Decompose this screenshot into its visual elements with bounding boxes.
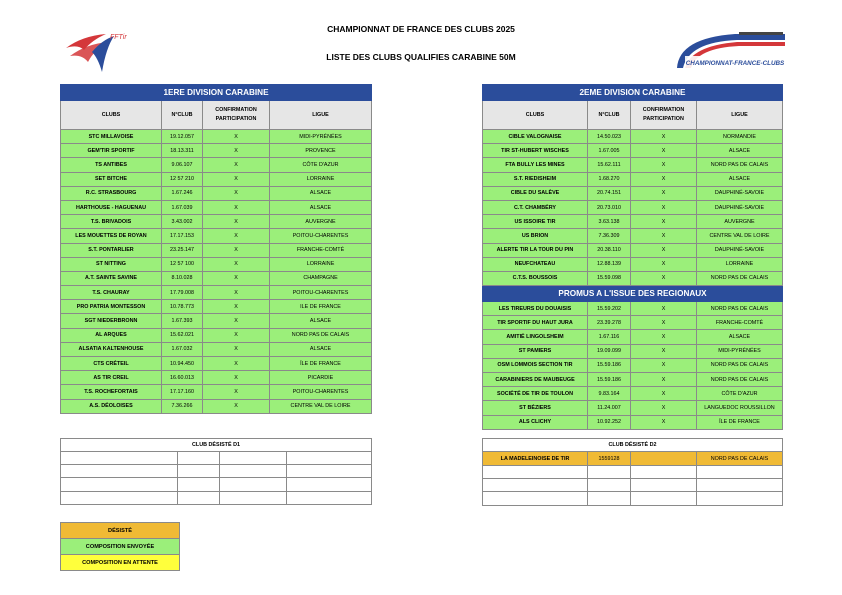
cell-ligue: ALSACE — [270, 342, 372, 356]
empty-row — [61, 452, 372, 465]
table-row — [483, 401, 783, 415]
cell-confirm: X — [631, 257, 697, 271]
cell-ligue: DAUPHINÉ-SAVOIE — [697, 200, 783, 214]
cell-ligue: LORRAINE — [697, 257, 783, 271]
cell-num: 1.68.270 — [588, 172, 631, 186]
empty-cell — [588, 479, 631, 492]
col-num: N°CLUB — [162, 101, 203, 130]
cell-ligue: CÔTE D'AZUR — [270, 158, 372, 172]
cell-num: 17.79.008 — [162, 286, 203, 300]
legend-item: DÉSISTÉ — [61, 523, 180, 539]
table-row — [61, 271, 372, 285]
table-row — [483, 243, 783, 257]
d1-title: 1ERE DIVISION CARABINE — [61, 85, 372, 101]
legend — [60, 522, 180, 571]
cell-confirm: X — [631, 316, 697, 330]
cell-club: US BRION — [483, 229, 588, 243]
page-title: CHAMPIONNAT DE FRANCE DES CLUBS 2025 — [327, 24, 515, 34]
cell-ligue: CENTRE VAL DE LOIRE — [270, 399, 372, 413]
empty-cell — [178, 478, 220, 491]
cell-confirm: X — [631, 415, 697, 429]
cell-ligue: ALSACE — [270, 186, 372, 200]
table-row — [483, 316, 783, 330]
col-clubs: CLUBS — [483, 101, 588, 130]
cell-club: ST BÉZIERS — [483, 401, 588, 415]
cell-confirm: X — [203, 371, 270, 385]
cell-num: 15.59.186 — [588, 373, 631, 387]
empty-cell — [287, 465, 372, 478]
table-row — [61, 172, 372, 186]
cell-club: SET BITCHE — [61, 172, 162, 186]
cell-ligue: PROVENCE — [270, 144, 372, 158]
table-row — [483, 452, 783, 466]
cell-ligue: ALSACE — [697, 144, 783, 158]
cell-num: 9.83.164 — [588, 387, 631, 401]
cell-confirm: X — [631, 172, 697, 186]
cell-confirm — [631, 452, 697, 466]
cell-confirm: X — [203, 342, 270, 356]
empty-row — [61, 465, 372, 478]
cell-num: 12 57 100 — [162, 257, 203, 271]
empty-cell — [697, 479, 783, 492]
cell-ligue: POITOU-CHARENTES — [270, 286, 372, 300]
cell-confirm: X — [631, 330, 697, 344]
cell-num: 1.67.393 — [162, 314, 203, 328]
table-row — [483, 144, 783, 158]
col-confirm: CONFIRMATION PARTICIPATION — [631, 101, 697, 130]
empty-row — [61, 478, 372, 491]
table-row — [483, 387, 783, 401]
cell-ligue: ÎLE DE FRANCE — [697, 415, 783, 429]
cell-club: ALERTE TIR LA TOUR DU PIN — [483, 243, 588, 257]
cell-confirm: X — [203, 357, 270, 371]
legend-item: COMPOSITION EN ATTENTE — [61, 555, 180, 571]
championnat-logo — [675, 28, 787, 74]
cell-club: LA MADELEINOISE DE TIR — [483, 452, 588, 466]
table-row — [61, 342, 372, 356]
cell-confirm: X — [631, 200, 697, 214]
cell-club: C.T.S. BOUSSOIS — [483, 271, 588, 285]
cell-club: ST PAMIERS — [483, 344, 588, 358]
cell-club: LES TIREURS DU DOUAISIS — [483, 302, 588, 316]
table-row — [483, 271, 783, 285]
cell-confirm: X — [631, 358, 697, 372]
d2-title: 2EME DIVISION CARABINE — [483, 85, 783, 101]
cell-num: 17.17.160 — [162, 385, 203, 399]
table-row — [483, 200, 783, 214]
cell-confirm: X — [203, 271, 270, 285]
table-row — [61, 286, 372, 300]
table-row — [483, 415, 783, 429]
cell-confirm: X — [203, 215, 270, 229]
cell-club: FTA BULLY LES MINES — [483, 158, 588, 172]
cell-ligue: POITOU-CHARENTES — [270, 385, 372, 399]
empty-cell — [483, 492, 588, 505]
empty-cell — [697, 466, 783, 479]
cell-club: CTS CRÉTEIL — [61, 357, 162, 371]
cell-num: 3.43.002 — [162, 215, 203, 229]
d1-table — [60, 84, 372, 414]
cell-ligue: DAUPHINÉ-SAVOIE — [697, 243, 783, 257]
cell-club: ALS CLICHY — [483, 415, 588, 429]
cell-club: S.T. RIEDISHEIM — [483, 172, 588, 186]
cell-ligue: CÔTE D'AZUR — [697, 387, 783, 401]
table-row — [483, 330, 783, 344]
col-ligue: LIGUE — [270, 101, 372, 130]
cell-ligue: NORMANDIE — [697, 130, 783, 144]
cell-ligue: NORD PAS DE CALAIS — [697, 373, 783, 387]
fftir-logo — [62, 22, 130, 74]
cell-club: TS ANTIBES — [61, 158, 162, 172]
cell-num: 23.39.278 — [588, 316, 631, 330]
cell-num: 15.62.021 — [162, 328, 203, 342]
cell-num: 15.59.202 — [588, 302, 631, 316]
cell-club: CARABINIERS DE MAUBEUGE — [483, 373, 588, 387]
cell-ligue: ALSACE — [697, 172, 783, 186]
col-num: N°CLUB — [588, 101, 631, 130]
empty-cell — [483, 466, 588, 479]
table-row — [483, 257, 783, 271]
cell-club: HARTHOUSE - HAGUENAU — [61, 200, 162, 214]
empty-cell — [588, 466, 631, 479]
cell-confirm: X — [203, 200, 270, 214]
cell-club: STC MILLAVOISE — [61, 130, 162, 144]
cell-ligue: NORD PAS DE CALAIS — [697, 302, 783, 316]
table-row — [61, 243, 372, 257]
cell-num: 15.59.098 — [588, 271, 631, 285]
cell-confirm: X — [203, 385, 270, 399]
cell-num: 1.67.116 — [588, 330, 631, 344]
cell-num: 20.74.151 — [588, 186, 631, 200]
cell-num: 17.17.153 — [162, 229, 203, 243]
cell-num: 8.10.028 — [162, 271, 203, 285]
cell-num: 15.62.111 — [588, 158, 631, 172]
cell-club: LES MOUETTES DE ROYAN — [61, 229, 162, 243]
table-row — [61, 144, 372, 158]
cell-confirm: X — [203, 172, 270, 186]
empty-cell — [483, 479, 588, 492]
empty-cell — [631, 479, 697, 492]
cell-ligue: NORD PAS DE CALAIS — [697, 271, 783, 285]
promus-title: PROMUS A L'ISSUE DES REGIONAUX — [483, 286, 783, 302]
table-row — [61, 186, 372, 200]
cell-num: 1559128 — [588, 452, 631, 466]
cell-club: NEUFCHATEAU — [483, 257, 588, 271]
cell-confirm: X — [203, 130, 270, 144]
cell-ligue: PICARDIE — [270, 371, 372, 385]
cell-num: 10.78.773 — [162, 300, 203, 314]
cell-confirm: X — [631, 373, 697, 387]
cell-club: ST NITTING — [61, 257, 162, 271]
cell-club: TIR SPORTIF DU HAUT JURA — [483, 316, 588, 330]
empty-cell — [287, 478, 372, 491]
table-row — [61, 215, 372, 229]
desiste-d2-table — [482, 438, 783, 506]
cell-num: 10.92.252 — [588, 415, 631, 429]
table-row — [483, 344, 783, 358]
cell-club: C.T. CHAMBÉRY — [483, 200, 588, 214]
table-row — [483, 130, 783, 144]
empty-cell — [287, 452, 372, 465]
cell-num: 23.25.147 — [162, 243, 203, 257]
cell-club: CIBLE DU SALÈVE — [483, 186, 588, 200]
cell-ligue: AUVERGNE — [270, 215, 372, 229]
cell-club: SGT NIEDERBRONN — [61, 314, 162, 328]
cell-ligue: ALSACE — [270, 200, 372, 214]
cell-confirm: X — [203, 328, 270, 342]
cell-ligue: LANGUEDOC ROUSSILLON — [697, 401, 783, 415]
cell-club: OSM LOMMOIS SECTION TIR — [483, 358, 588, 372]
cell-club: CIBLE VALOGNAISE — [483, 130, 588, 144]
cell-confirm: X — [631, 344, 697, 358]
cell-club: SOCIÉTÉ DE TIR DE TOULON — [483, 387, 588, 401]
table-row — [61, 371, 372, 385]
empty-cell — [61, 452, 178, 465]
svg-text:CHAMPIONNAT-FRANCE-CLUBS: CHAMPIONNAT-FRANCE-CLUBS — [685, 60, 785, 67]
table-row — [483, 172, 783, 186]
cell-club: GEM'TIR SPORTIF — [61, 144, 162, 158]
table-row — [483, 373, 783, 387]
cell-confirm: X — [203, 399, 270, 413]
cell-confirm: X — [631, 130, 697, 144]
table-row — [483, 215, 783, 229]
table-row — [61, 229, 372, 243]
cell-num: 16.60.013 — [162, 371, 203, 385]
cell-club: AS TIR CREIL — [61, 371, 162, 385]
cell-confirm: X — [631, 387, 697, 401]
cell-ligue: LORRAINE — [270, 172, 372, 186]
empty-cell — [178, 452, 220, 465]
cell-num: 15.59.186 — [588, 358, 631, 372]
empty-cell — [220, 452, 287, 465]
cell-ligue: CHAMPAGNE — [270, 271, 372, 285]
empty-cell — [697, 492, 783, 505]
cell-ligue: NORD PAS DE CALAIS — [697, 358, 783, 372]
table-row — [61, 300, 372, 314]
cell-confirm: X — [631, 215, 697, 229]
empty-row — [483, 492, 783, 505]
cell-ligue: FRANCHE-COMTÉ — [697, 316, 783, 330]
cell-ligue: MIDI-PYRÉNÉES — [270, 130, 372, 144]
cell-confirm: X — [203, 300, 270, 314]
table-row — [483, 186, 783, 200]
cell-num: 3.63.138 — [588, 215, 631, 229]
cell-ligue: ILE DE FRANCE — [270, 300, 372, 314]
cell-ligue: CENTRE VAL DE LOIRE — [697, 229, 783, 243]
cell-num: 7.36.309 — [588, 229, 631, 243]
cell-num: 11.24.007 — [588, 401, 631, 415]
cell-club: PRO PATRIA MONTESSON — [61, 300, 162, 314]
cell-club: US ISSOIRE TIR — [483, 215, 588, 229]
table-row — [483, 302, 783, 316]
cell-num: 14.50.023 — [588, 130, 631, 144]
svg-text:FFTir: FFTir — [110, 34, 127, 41]
col-clubs: CLUBS — [61, 101, 162, 130]
cell-confirm: X — [631, 186, 697, 200]
empty-cell — [61, 478, 178, 491]
cell-num: 12.88.139 — [588, 257, 631, 271]
cell-confirm: X — [631, 243, 697, 257]
cell-club: R.C. STRASBOURG — [61, 186, 162, 200]
empty-cell — [178, 491, 220, 504]
cell-club: A.T. SAINTE SAVINE — [61, 271, 162, 285]
table-row — [61, 399, 372, 413]
cell-num: 20.73.010 — [588, 200, 631, 214]
table-row — [61, 130, 372, 144]
cell-num: 19.09.099 — [588, 344, 631, 358]
cell-confirm: X — [631, 158, 697, 172]
cell-club: AMITIÉ LINGOLSHEIM — [483, 330, 588, 344]
cell-num: 18.13.311 — [162, 144, 203, 158]
cell-num: 1.67.039 — [162, 200, 203, 214]
cell-club: TIR ST-HUBERT WISCHES — [483, 144, 588, 158]
cell-num: 19.12.057 — [162, 130, 203, 144]
cell-ligue: ALSACE — [697, 330, 783, 344]
col-ligue: LIGUE — [697, 101, 783, 130]
cell-club: A.S. DÉOLOISES — [61, 399, 162, 413]
cell-ligue: POITOU-CHARENTES — [270, 229, 372, 243]
cell-num: 20.38.110 — [588, 243, 631, 257]
cell-confirm: X — [631, 401, 697, 415]
cell-confirm: X — [631, 144, 697, 158]
cell-ligue: NORD PAS DE CALAIS — [697, 452, 783, 466]
cell-confirm: X — [631, 229, 697, 243]
cell-num: 9.06.107 — [162, 158, 203, 172]
empty-cell — [220, 491, 287, 504]
empty-cell — [631, 466, 697, 479]
desiste-d2-title: CLUB DÉSISTÉ D2 — [483, 439, 783, 452]
cell-num: 1.67.246 — [162, 186, 203, 200]
cell-club: AL ARQUES — [61, 328, 162, 342]
table-row — [61, 257, 372, 271]
empty-row — [483, 479, 783, 492]
col-confirm: CONFIRMATION PARTICIPATION — [203, 101, 270, 130]
empty-cell — [287, 491, 372, 504]
cell-num: 12 57 210 — [162, 172, 203, 186]
cell-confirm: X — [203, 257, 270, 271]
cell-ligue: ALSACE — [270, 314, 372, 328]
table-row — [61, 314, 372, 328]
table-row — [61, 357, 372, 371]
empty-cell — [61, 491, 178, 504]
d2-table — [482, 84, 783, 430]
cell-club: T.S. ROCHEFORTAIS — [61, 385, 162, 399]
cell-num: 10.94.450 — [162, 357, 203, 371]
cell-club: ALSATIA KALTENHOUSE — [61, 342, 162, 356]
cell-club: T.S. CHAURAY — [61, 286, 162, 300]
legend-item: COMPOSITION ENVOYÉE — [61, 539, 180, 555]
cell-confirm: X — [203, 314, 270, 328]
cell-confirm: X — [203, 286, 270, 300]
cell-num: 7.36.266 — [162, 399, 203, 413]
cell-num: 1.67.032 — [162, 342, 203, 356]
desiste-d1-table — [60, 438, 372, 505]
cell-ligue: ÎLE DE FRANCE — [270, 357, 372, 371]
empty-cell — [631, 492, 697, 505]
table-row — [61, 328, 372, 342]
cell-ligue: NORD PAS DE CALAIS — [270, 328, 372, 342]
cell-ligue: LORRAINE — [270, 257, 372, 271]
cell-ligue: DAUPHINÉ-SAVOIE — [697, 186, 783, 200]
cell-ligue: FRANCHE-COMTÉ — [270, 243, 372, 257]
cell-ligue: MIDI-PYRÉNÉES — [697, 344, 783, 358]
table-row — [483, 229, 783, 243]
cell-ligue: NORD PAS DE CALAIS — [697, 158, 783, 172]
cell-confirm: X — [631, 302, 697, 316]
table-row — [61, 200, 372, 214]
table-row — [61, 385, 372, 399]
table-row — [61, 158, 372, 172]
empty-cell — [588, 492, 631, 505]
empty-cell — [220, 465, 287, 478]
cell-confirm: X — [203, 229, 270, 243]
cell-num: 1.67.005 — [588, 144, 631, 158]
desiste-d1-title: CLUB DÉSISTÉ D1 — [61, 439, 372, 452]
cell-confirm: X — [631, 271, 697, 285]
page-subtitle: LISTE DES CLUBS QUALIFIES CARABINE 50M — [326, 52, 516, 62]
empty-cell — [220, 478, 287, 491]
cell-club: T.S. BRIVADOIS — [61, 215, 162, 229]
cell-ligue: AUVERGNE — [697, 215, 783, 229]
cell-confirm: X — [203, 186, 270, 200]
empty-row — [61, 491, 372, 504]
cell-confirm: X — [203, 158, 270, 172]
cell-confirm: X — [203, 243, 270, 257]
empty-cell — [178, 465, 220, 478]
cell-confirm: X — [203, 144, 270, 158]
empty-row — [483, 466, 783, 479]
table-row — [483, 358, 783, 372]
cell-club: S.T. PONTARLIER — [61, 243, 162, 257]
empty-cell — [61, 465, 178, 478]
table-row — [483, 158, 783, 172]
